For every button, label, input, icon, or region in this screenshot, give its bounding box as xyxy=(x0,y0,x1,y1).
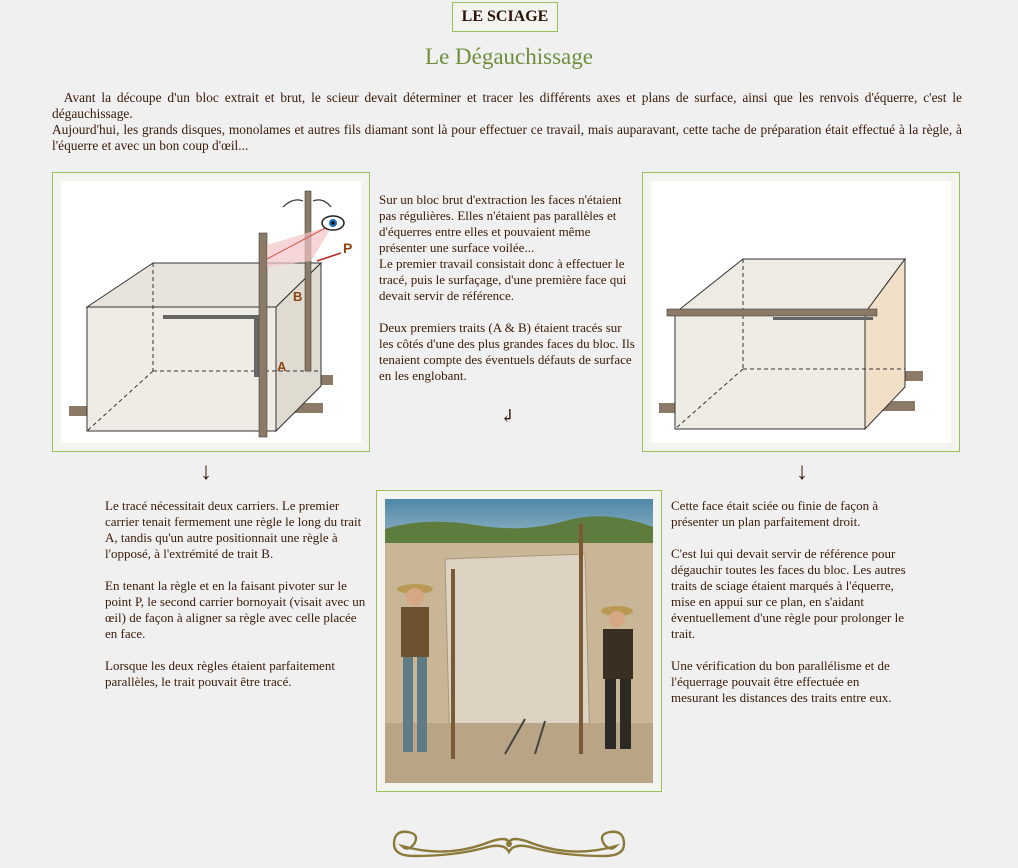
right-paragraph-3: Une vérification du bon parallélisme et de l'équerrage pouvait être effectuée en mesurant les distances des traits entre eux. xyxy=(671,658,892,705)
left-paragraph-2: En tenant la règle et en la faisant pivoter sur le point P, le second carrier bornoyait (visait avec un œil) de façon à aligner sa règle avec celle placée en face. xyxy=(105,578,366,641)
reference-face-illustration xyxy=(651,181,951,443)
photo-quarry-workers xyxy=(376,490,662,792)
down-arrow-left-icon: ↓ xyxy=(200,459,212,485)
figure-reference-face xyxy=(642,172,960,452)
block-tracing-illustration xyxy=(61,181,361,443)
decorative-flourish-icon xyxy=(384,822,634,862)
down-arrow-right-icon: ↓ xyxy=(796,459,808,485)
label-p: P xyxy=(343,240,353,256)
center-paragraph-2: Deux premiers traits (A & B) étaient tracés sur les côtés d'une des plus grandes faces du bloc. Ils tenaient compte des éventuels défauts de surface en les englobant. xyxy=(379,320,635,383)
right-paragraph-2: C'est lui qui devait servir de référence pour dégauchir toutes les faces du bloc. Les autres traits de sciage étaient marqués à l'équerre, mise en appui sur ce plan, en s'aidant éventuellement d'une règle pour prolonger le trait. xyxy=(671,546,906,641)
section-title-box xyxy=(452,2,558,32)
left-paragraph-1: Le tracé nécessitait deux carriers. Le premier carrier tenait fermement une règle le long du trait A, tandis qu'un autre positionnait une règle à l'opposé, à l'extrémité de trait B. xyxy=(105,498,362,561)
label-b: B xyxy=(293,289,303,304)
intro-paragraph-2: Aujourd'hui, les grands disques, monolames et autres fils diamant sont là pour effectuer ce travail, mais auparavant, cette tache de préparation était effectué à la règle, à l'équerre et avec un bon coup d'œil... xyxy=(52,122,962,153)
page-heading: Le Dégauchissage xyxy=(425,44,593,69)
center-paragraph-1: Sur un bloc brut d'extraction les faces n'étaient pas régulières. Elles n'étaient pas parallèles et d'équerres entre elles et pouvaient même présenter une surface voilée... Le premier travail consistait donc à effectuer le tracé, puis le surfaçage, d'une première face qui devait servir de référence. xyxy=(379,192,627,303)
right-paragraph-1: Cette face était sciée ou finie de façon à présenter un plan parfaitement droit. xyxy=(671,498,879,529)
left-paragraph-3: Lorsque les deux règles étaient parfaitement parallèles, le trait pouvait être tracé. xyxy=(105,658,335,689)
intro-paragraph-1: Avant la découpe d'un bloc extrait et brut, le scieur devait déterminer et tracer les différents axes et plans de surface, ainsi que les renvois d'équerre, c'est le dégauchissage. xyxy=(52,90,966,121)
label-a: A xyxy=(277,359,287,374)
eye-icon xyxy=(322,216,344,230)
return-arrow-icon: ↲ xyxy=(500,406,516,426)
quarry-workers-photo xyxy=(385,499,653,783)
right-text xyxy=(671,498,909,722)
intro-text xyxy=(52,90,966,154)
center-text xyxy=(379,192,635,400)
left-text xyxy=(105,498,367,706)
figure-block-tracing xyxy=(52,172,370,452)
section-title: LE SCIAGE xyxy=(461,8,549,25)
